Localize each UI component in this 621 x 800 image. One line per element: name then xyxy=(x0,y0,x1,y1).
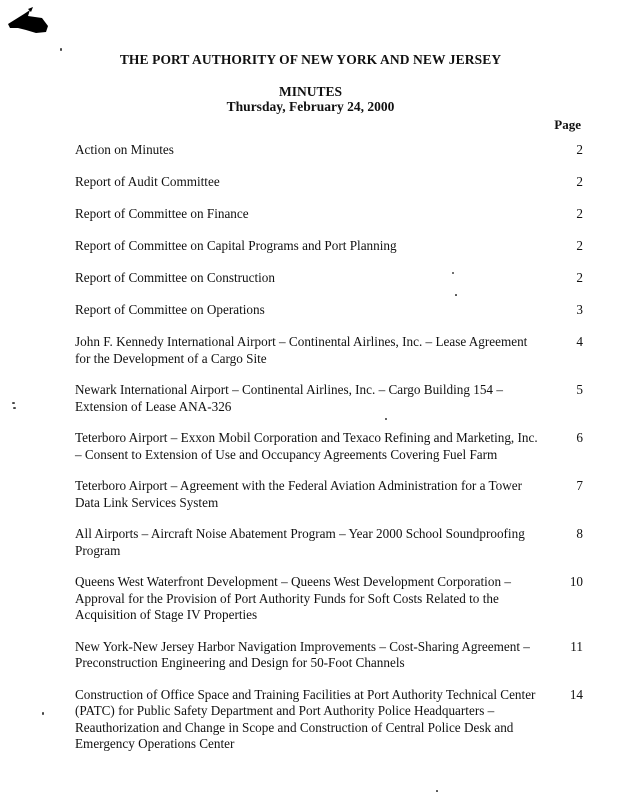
toc-entry-title: John F. Kennedy International Airport – Continental Airlines, Inc. – Lease Agreement for the Development of a Cargo Site xyxy=(75,334,528,366)
toc-entry-page: 8 xyxy=(576,526,583,541)
scan-speck xyxy=(12,402,15,404)
toc-entry xyxy=(75,142,583,159)
scan-speck xyxy=(436,790,438,792)
toc-entry xyxy=(75,270,583,287)
toc-entry xyxy=(75,526,583,559)
toc-entry-page: 2 xyxy=(576,238,583,253)
toc-entry xyxy=(75,334,583,367)
scan-speck xyxy=(60,48,62,51)
toc-entry-page: 2 xyxy=(576,142,583,157)
toc-entry-title: Teterboro Airport – Exxon Mobil Corporation and Texaco Refining and Marketing, Inc. – Consent to Extension of Use and Occupancy Agreements Covering Fuel Farm xyxy=(75,430,538,462)
toc-entry-page: 2 xyxy=(576,174,583,189)
toc-entry xyxy=(75,382,583,415)
toc-entry xyxy=(75,206,583,223)
toc-entry-title: Report of Committee on Operations xyxy=(75,302,265,317)
toc-entry-page: 3 xyxy=(576,302,583,317)
scan-speck xyxy=(13,407,16,409)
meeting-date: Thursday, February 24, 2000 xyxy=(226,99,395,114)
toc-entry-page: 5 xyxy=(576,382,583,397)
toc-entry-title: Report of Committee on Capital Programs and Port Planning xyxy=(75,238,397,253)
scan-speck xyxy=(42,712,44,715)
toc-entry xyxy=(75,478,583,511)
toc-entry xyxy=(75,174,583,191)
toc-entry xyxy=(75,639,583,672)
toc-entry-title: Action on Minutes xyxy=(75,142,174,157)
toc-entry-title: Queens West Waterfront Development – Queens West Development Corporation – Approval for the Provision of Port Authority Funds for Soft Costs Related to the Acquisition of Stage IV Properties xyxy=(75,574,511,622)
toc-entry-page: 10 xyxy=(569,574,583,589)
toc-entry-page: 2 xyxy=(576,206,583,221)
organization-title: THE PORT AUTHORITY OF NEW YORK AND NEW JERSEY xyxy=(119,52,502,67)
toc-entry-page: 4 xyxy=(576,334,583,349)
page-column-header: Page xyxy=(554,117,581,132)
toc-entry-page: 7 xyxy=(576,478,583,493)
toc-entry xyxy=(75,238,583,255)
toc-entry-title: New York-New Jersey Harbor Navigation Improvements – Cost-Sharing Agreement – Preconstruction Engineering and Design for 50-Foot Channels xyxy=(75,638,530,670)
toc-entry-title: All Airports – Aircraft Noise Abatement Program – Year 2000 School Soundproofing Program xyxy=(75,526,525,558)
toc-entry-title: Report of Committee on Construction xyxy=(75,270,275,285)
toc-entry-title: Construction of Office Space and Training Facilities at Port Authority Technical Center (PATC) for Public Safety Department and Port Authority Police Headquarters – Reauthorization and Change in Scope and Construction of Central Police Desk and Emergency Operations Center xyxy=(75,686,536,751)
minutes-title: MINUTES xyxy=(278,84,342,99)
toc-entry-title: Report of Audit Committee xyxy=(75,174,220,189)
toc-entry xyxy=(75,574,583,624)
toc-entry-page: 6 xyxy=(576,430,583,445)
scan-mark-icon xyxy=(6,6,50,36)
toc-entry xyxy=(75,687,583,753)
toc-entry-title: Teterboro Airport – Agreement with the Federal Aviation Administration for a Tower Data Link Services System xyxy=(75,478,523,510)
table-of-contents xyxy=(75,142,583,753)
toc-entry-page: 2 xyxy=(576,270,583,285)
toc-entry-title: Newark International Airport – Continental Airlines, Inc. – Cargo Building 154 – Extension of Lease ANA-326 xyxy=(75,382,503,414)
toc-entry xyxy=(75,430,583,463)
toc-entry-page: 11 xyxy=(570,638,583,654)
toc-entry-page: 14 xyxy=(569,686,583,702)
toc-entry xyxy=(75,302,583,319)
toc-entry-title: Report of Committee on Finance xyxy=(75,206,249,221)
